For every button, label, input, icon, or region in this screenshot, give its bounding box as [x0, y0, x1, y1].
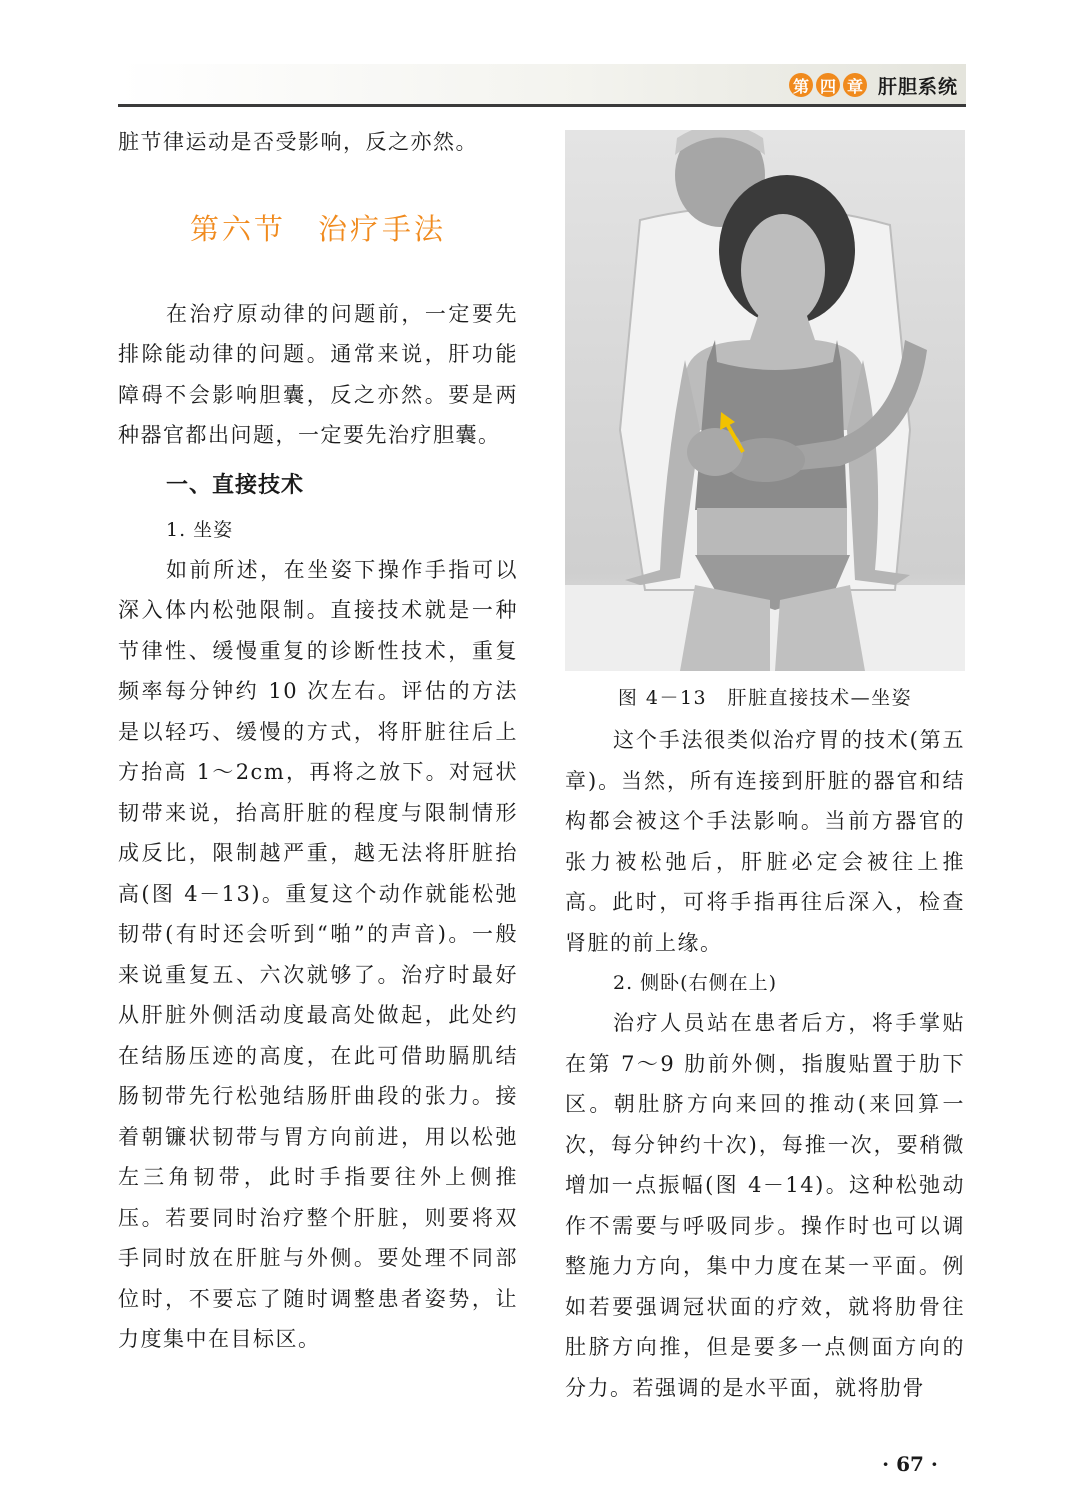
chapter-label: [789, 70, 958, 100]
photo-illustration: [565, 130, 965, 671]
item-heading: 2. 侧卧(右侧在上): [613, 972, 777, 994]
paragraph: 在治疗原动律的问题前，一定要先排除能动律的问题。通常来说，肝功能障碍不会影响胆囊，反之亦然。要是两种器官都出问题，一定要先治疗胆囊。: [118, 301, 518, 447]
figure-photo: [565, 130, 965, 671]
patient-face: [741, 214, 825, 326]
paragraph: 如前所述，在坐姿下操作手指可以深入体内松弛限制。直接技术就是一种节律性、缓慢重复的诊断性技术，重复频率每分钟约 10 次左右。评估的方法是以轻巧、缓慢的方式，将肝脏往后上方抬高 1～2cm，再将之放下。对冠状韧带来说，抬高肝脏的程度与限制情形成反比，限制越严重，越无法将肝脏抬高(图 4－13)。重复这个动作就能松弛韧带(有时还会听到“啪”的声音)。一般来说重复五、六次就够了。治疗时最好从肝脏外侧活动度最高处做起，此处约在结肠压迹的高度，在此可借助膈肌结肠韧带先行松弛结肠肝曲段的张力。接着朝镰状韧带与胃方向前进，用以松弛左三角韧带，此时手指要往外上侧推压。若要同时治疗整个肝脏，则要将双手同时放在肝脏与外侧。要处理不同部位时，不要忘了随时调整患者姿势，让力度集中在目标区。: [118, 557, 518, 1351]
chapter-title: 肝胆系统: [877, 75, 958, 98]
chapter-char-3: 章: [843, 73, 867, 97]
running-header: [118, 64, 966, 107]
intro-text: 脏节律运动是否受影响，反之亦然。: [118, 130, 478, 154]
chapter-char-2: 四: [816, 73, 840, 97]
left-column: [118, 122, 518, 1360]
figure-caption: 图 4－13 肝脏直接技术—坐姿: [617, 687, 913, 709]
chapter-char-1: 第: [789, 73, 813, 97]
subheading: 一、直接技术: [166, 472, 305, 498]
patient-left-thigh: [680, 585, 770, 671]
page-number: · 67 ·: [882, 1452, 938, 1476]
section-title: 第六节 治疗手法: [189, 211, 446, 246]
patient-abdomen: [697, 508, 847, 558]
right-column: [565, 720, 965, 1408]
item-heading: 1. 坐姿: [166, 518, 234, 541]
paragraph: 这个手法很类似治疗胃的技术(第五章)。当然，所有连接到肝脏的器官和结构都会被这个手法影响。当前方器官的张力被松弛后，肝脏必定会被往上推高。此时，可将手指再往后深入，检查肾脏的前上缘。: [565, 728, 965, 955]
paragraph: 治疗人员站在患者后方，将手掌贴在第 7～9 肋前外侧，指腹贴置于肋下区。朝肚脐方向来回的推动(来回算一次，每分钟约十次)，每推一次，要稍微增加一点振幅(图 4－14)。这种松弛动作不需要与呼吸同步。操作时也可以调整施力方向，集中力度在某一平面。例如若要强调冠状面的疗效，就将肋骨往肚脐方向推，但是要多一点侧面方向的分力。若强调的是水平面，就将肋骨: [565, 1011, 965, 1400]
